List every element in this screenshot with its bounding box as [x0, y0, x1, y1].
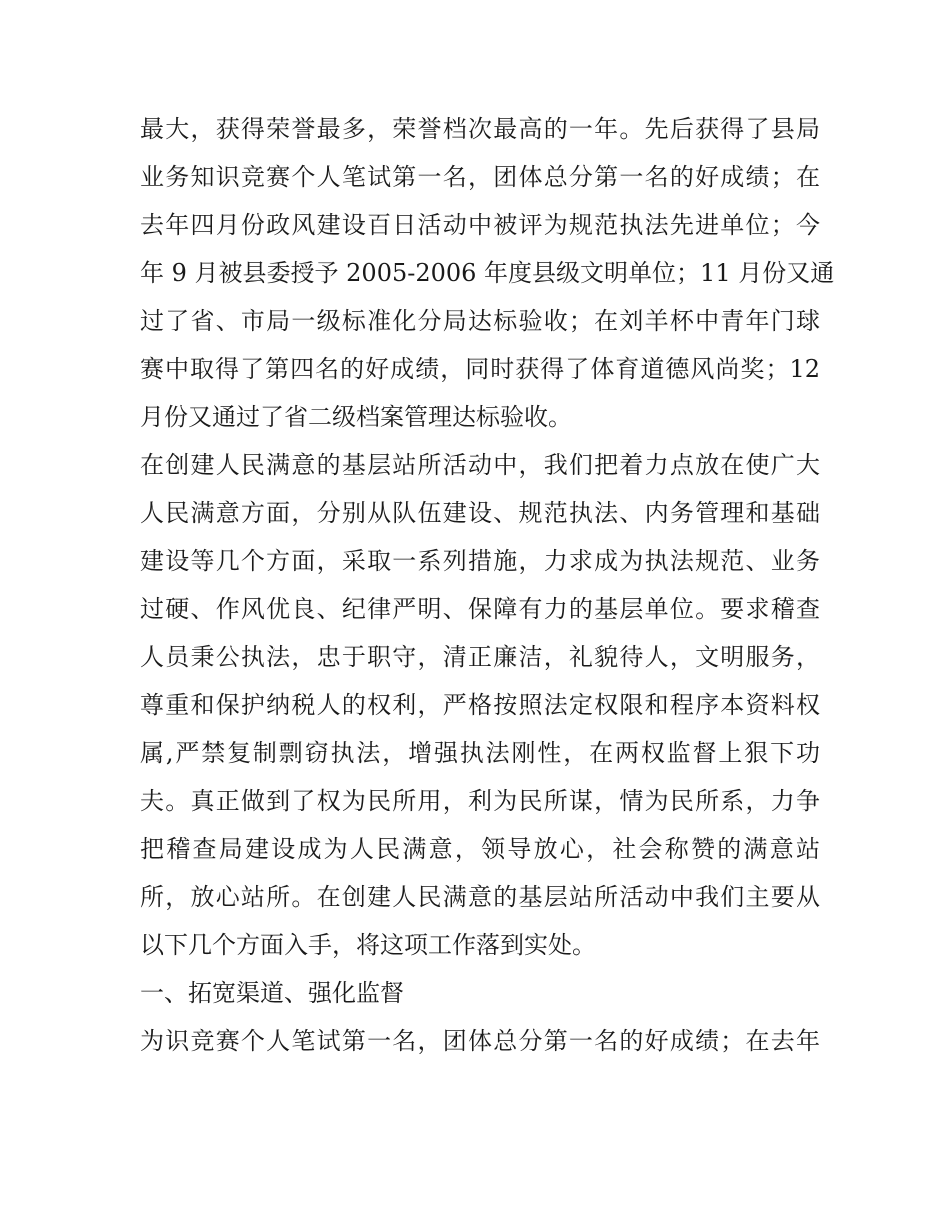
- text-line: 把稽查局建设成为人民满意，领导放心，社会称赞的满意站: [140, 835, 820, 863]
- paragraph-continuation: [140, 1017, 820, 1065]
- section-heading: [140, 969, 820, 1017]
- text-line: 夫。真正做到了权为民所用，利为民所谋，情为民所系，力争: [140, 787, 820, 815]
- text-line: 最大，获得荣誉最多，荣誉档次最高的一年。先后获得了县局: [140, 115, 820, 143]
- text-line: 为识竞赛个人笔试第一名，团体总分第一名的好成绩；在去年: [140, 1027, 820, 1055]
- text-line: 属,严禁复制剽窃执法，增强执法刚性，在两权监督上狠下功: [140, 739, 820, 767]
- text-line: 过硬、作风优良、纪律严明、保障有力的基层单位。要求稽查: [140, 595, 820, 623]
- text-line: 人员秉公执法，忠于职守，清正廉洁，礼貌待人，文明服务，: [140, 643, 820, 671]
- text-line: 人民满意方面，分别从队伍建设、规范执法、内务管理和基础: [140, 499, 820, 527]
- text-line: 以下几个方面入手，将这项工作落到实处。: [140, 931, 596, 959]
- text-line: 过了省、市局一级标准化分局达标验收；在刘羊杯中青年门球: [140, 307, 820, 335]
- heading-text: 一、拓宽渠道、强化监督: [140, 979, 404, 1007]
- document-body: [140, 105, 835, 1065]
- text-line: 所，放心站所。在创建人民满意的基层站所活动中我们主要从: [140, 883, 820, 911]
- paragraph-satisfaction-campaign: [140, 441, 820, 969]
- text-line: 年 9 月被县委授予 2005-2006 年度县级文明单位；11 月份又通: [140, 259, 835, 287]
- text-line: 去年四月份政风建设百日活动中被评为规范执法先进单位；今: [140, 211, 820, 239]
- text-line: 业务知识竞赛个人笔试第一名，团体总分第一名的好成绩；在: [140, 163, 820, 191]
- text-line: 赛中取得了第四名的好成绩，同时获得了体育道德风尚奖；12: [140, 355, 820, 383]
- text-line: 在创建人民满意的基层站所活动中，我们把着力点放在使广大: [140, 451, 820, 479]
- paragraph-honors: [140, 105, 835, 441]
- text-line: 尊重和保护纳税人的权利，严格按照法定权限和程序本资料权: [140, 691, 820, 719]
- text-line: 月份又通过了省二级档案管理达标验收。: [140, 403, 572, 431]
- text-line: 建设等几个方面，采取一系列措施，力求成为执法规范、业务: [140, 547, 820, 575]
